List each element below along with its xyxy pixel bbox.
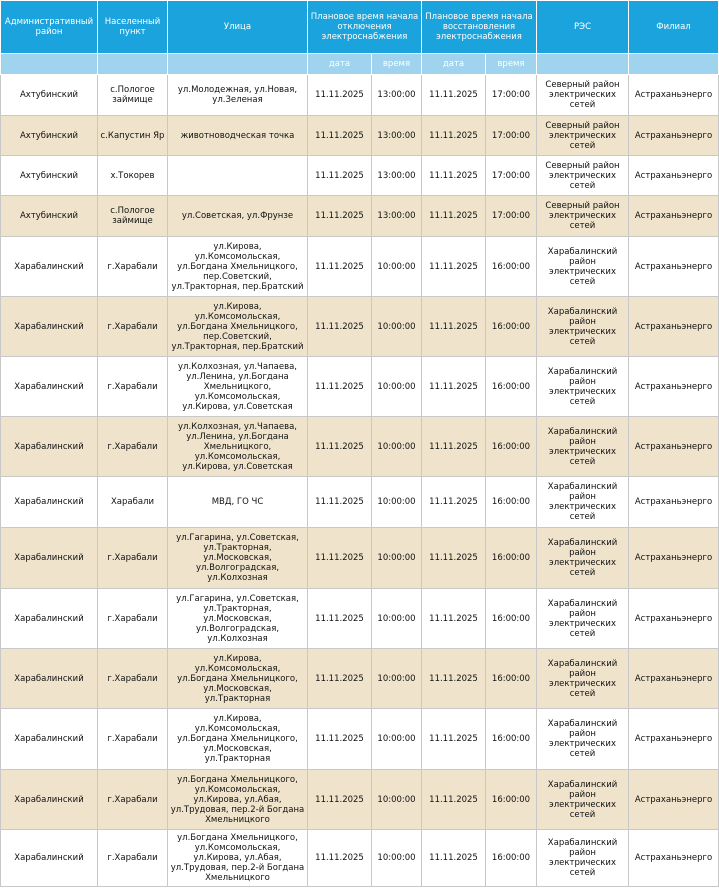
col-district: Административный район [1, 1, 98, 54]
table-row [1, 649, 719, 709]
cell-district: Харабалинский [1, 357, 98, 417]
cell-on-date: 11.11.2025 [422, 528, 486, 589]
cell-district: Харабалинский [1, 830, 98, 887]
table-row [1, 477, 719, 528]
cell-branch: Астраханьэнерго [629, 528, 719, 589]
cell-district: Харабалинский [1, 237, 98, 297]
cell-on-time: 16:00:00 [486, 237, 537, 297]
cell-res: Харабалинский район электрических сетей [537, 417, 629, 477]
col-res: РЭС [537, 1, 629, 54]
table-row [1, 589, 719, 649]
cell-street: ул.Богдана Хмельницкого, ул.Комсомольская, ул.Кирова, ул.Абая, ул.Трудовая, пер.2-й Богдана Хмельницкого [168, 770, 308, 830]
cell-on-time: 16:00:00 [486, 709, 537, 770]
cell-branch: Астраханьэнерго [629, 417, 719, 477]
cell-on-time: 17:00:00 [486, 156, 537, 196]
cell-settlement: г.Харабали [98, 770, 168, 830]
cell-branch: Астраханьэнерго [629, 649, 719, 709]
cell-res: Харабалинский район электрических сетей [537, 297, 629, 357]
cell-on-date: 11.11.2025 [422, 477, 486, 528]
subheader-row [1, 54, 719, 75]
cell-settlement: с.Пологое займище [98, 196, 168, 237]
cell-on-date: 11.11.2025 [422, 297, 486, 357]
cell-district: Ахтубинский [1, 196, 98, 237]
sub-on-date: дата [422, 54, 486, 75]
sub-on-time: время [486, 54, 537, 75]
table-row [1, 75, 719, 116]
table-row [1, 237, 719, 297]
cell-branch: Астраханьэнерго [629, 237, 719, 297]
cell-off-time: 10:00:00 [372, 477, 422, 528]
cell-on-date: 11.11.2025 [422, 417, 486, 477]
cell-off-time: 10:00:00 [372, 357, 422, 417]
table-row [1, 709, 719, 770]
cell-settlement: с.Пологое займище [98, 75, 168, 116]
cell-off-date: 11.11.2025 [308, 156, 372, 196]
col-settlement: Населенный пункт [98, 1, 168, 54]
cell-off-date: 11.11.2025 [308, 357, 372, 417]
cell-off-date: 11.11.2025 [308, 770, 372, 830]
cell-branch: Астраханьэнерго [629, 156, 719, 196]
table-row [1, 770, 719, 830]
cell-on-time: 16:00:00 [486, 417, 537, 477]
table-row [1, 417, 719, 477]
cell-on-date: 11.11.2025 [422, 709, 486, 770]
cell-on-date: 11.11.2025 [422, 830, 486, 887]
cell-district: Харабалинский [1, 417, 98, 477]
header-row [1, 1, 719, 54]
cell-res: Харабалинский район электрических сетей [537, 649, 629, 709]
cell-off-time: 13:00:00 [372, 156, 422, 196]
cell-street [168, 156, 308, 196]
cell-on-time: 17:00:00 [486, 116, 537, 156]
cell-street: ул.Гагарина, ул.Советская, ул.Тракторная, ул.Московская, ул.Волгоградская, ул.Колхозная [168, 589, 308, 649]
cell-district: Харабалинский [1, 297, 98, 357]
cell-res: Северный район электрических сетей [537, 116, 629, 156]
cell-res: Харабалинский район электрических сетей [537, 477, 629, 528]
cell-off-date: 11.11.2025 [308, 528, 372, 589]
cell-off-time: 13:00:00 [372, 196, 422, 237]
cell-res: Харабалинский район электрических сетей [537, 830, 629, 887]
cell-res: Харабалинский район электрических сетей [537, 237, 629, 297]
table-row [1, 196, 719, 237]
cell-district: Ахтубинский [1, 156, 98, 196]
cell-off-date: 11.11.2025 [308, 196, 372, 237]
cell-off-time: 10:00:00 [372, 830, 422, 887]
cell-off-time: 13:00:00 [372, 75, 422, 116]
cell-res: Харабалинский район электрических сетей [537, 709, 629, 770]
cell-street: ул.Кирова, ул.Комсомольская, ул.Богдана Хмельницкого, пер.Советский, ул.Тракторная, пер.Братский [168, 297, 308, 357]
cell-street: ул.Колхозная, ул.Чапаева, ул.Ленина, ул.Богдана Хмельницкого, ул.Комсомольская, ул.Кирова, ул.Советская [168, 357, 308, 417]
cell-res: Харабалинский район электрических сетей [537, 528, 629, 589]
cell-street: ул.Кирова, ул.Комсомольская, ул.Богдана Хмельницкого, пер.Советский, ул.Тракторная, пер.Братский [168, 237, 308, 297]
cell-settlement: г.Харабали [98, 528, 168, 589]
table-row [1, 830, 719, 887]
cell-on-time: 16:00:00 [486, 649, 537, 709]
cell-settlement: г.Харабали [98, 237, 168, 297]
cell-off-time: 10:00:00 [372, 237, 422, 297]
cell-branch: Астраханьэнерго [629, 770, 719, 830]
cell-off-time: 10:00:00 [372, 417, 422, 477]
cell-street: ул.Колхозная, ул.Чапаева, ул.Ленина, ул.Богдана Хмельницкого, ул.Комсомольская, ул.Кирова, ул.Советская [168, 417, 308, 477]
col-street: Улица [168, 1, 308, 54]
cell-on-time: 17:00:00 [486, 196, 537, 237]
cell-off-date: 11.11.2025 [308, 297, 372, 357]
cell-off-time: 13:00:00 [372, 116, 422, 156]
cell-district: Харабалинский [1, 649, 98, 709]
cell-branch: Астраханьэнерго [629, 477, 719, 528]
cell-res: Харабалинский район электрических сетей [537, 770, 629, 830]
cell-branch: Астраханьэнерго [629, 196, 719, 237]
cell-on-date: 11.11.2025 [422, 156, 486, 196]
cell-on-time: 16:00:00 [486, 477, 537, 528]
cell-district: Харабалинский [1, 589, 98, 649]
cell-street: ул.Кирова, ул.Комсомольская, ул.Богдана Хмельницкого, ул.Московская, ул.Тракторная [168, 649, 308, 709]
cell-branch: Астраханьэнерго [629, 357, 719, 417]
col-branch: Филиал [629, 1, 719, 54]
sub-off-date: дата [308, 54, 372, 75]
cell-street: ул.Богдана Хмельницкого, ул.Комсомольская, ул.Кирова, ул.Абая, ул.Трудовая, пер.2-й Богдана Хмельницкого [168, 830, 308, 887]
cell-branch: Астраханьэнерго [629, 297, 719, 357]
cell-on-time: 16:00:00 [486, 589, 537, 649]
cell-on-time: 16:00:00 [486, 830, 537, 887]
table-row [1, 156, 719, 196]
cell-district: Харабалинский [1, 477, 98, 528]
cell-off-time: 10:00:00 [372, 649, 422, 709]
cell-district: Харабалинский [1, 770, 98, 830]
cell-settlement: г.Харабали [98, 589, 168, 649]
cell-settlement: с.Капустин Яр [98, 116, 168, 156]
cell-branch: Астраханьэнерго [629, 709, 719, 770]
cell-off-time: 10:00:00 [372, 528, 422, 589]
cell-branch: Астраханьэнерго [629, 589, 719, 649]
sub-off-time: время [372, 54, 422, 75]
cell-on-date: 11.11.2025 [422, 357, 486, 417]
cell-off-time: 10:00:00 [372, 589, 422, 649]
cell-district: Ахтубинский [1, 116, 98, 156]
cell-on-date: 11.11.2025 [422, 770, 486, 830]
cell-branch: Астраханьэнерго [629, 830, 719, 887]
cell-res: Харабалинский район электрических сетей [537, 357, 629, 417]
cell-res: Харабалинский район электрических сетей [537, 589, 629, 649]
cell-street: ул.Кирова, ул.Комсомольская, ул.Богдана Хмельницкого, ул.Московская, ул.Тракторная [168, 709, 308, 770]
cell-off-date: 11.11.2025 [308, 417, 372, 477]
cell-street: МВД, ГО ЧС [168, 477, 308, 528]
cell-on-date: 11.11.2025 [422, 589, 486, 649]
cell-res: Северный район электрических сетей [537, 196, 629, 237]
cell-on-date: 11.11.2025 [422, 237, 486, 297]
cell-off-date: 11.11.2025 [308, 477, 372, 528]
cell-branch: Астраханьэнерго [629, 75, 719, 116]
table-row [1, 297, 719, 357]
cell-on-time: 16:00:00 [486, 297, 537, 357]
cell-street: ул.Советская, ул.Фрунзе [168, 196, 308, 237]
cell-district: Харабалинский [1, 528, 98, 589]
cell-settlement: г.Харабали [98, 649, 168, 709]
cell-on-time: 16:00:00 [486, 357, 537, 417]
cell-settlement: х.Токорев [98, 156, 168, 196]
cell-off-time: 10:00:00 [372, 770, 422, 830]
cell-street: животноводческая точка [168, 116, 308, 156]
cell-on-date: 11.11.2025 [422, 116, 486, 156]
cell-on-date: 11.11.2025 [422, 196, 486, 237]
table-row [1, 528, 719, 589]
cell-on-date: 11.11.2025 [422, 75, 486, 116]
cell-off-time: 10:00:00 [372, 709, 422, 770]
cell-off-date: 11.11.2025 [308, 237, 372, 297]
table-row [1, 357, 719, 417]
cell-off-date: 11.11.2025 [308, 589, 372, 649]
cell-off-date: 11.11.2025 [308, 709, 372, 770]
cell-off-date: 11.11.2025 [308, 75, 372, 116]
cell-street: ул.Молодежная, ул.Новая, ул.Зеленая [168, 75, 308, 116]
cell-off-date: 11.11.2025 [308, 116, 372, 156]
cell-settlement: г.Харабали [98, 709, 168, 770]
cell-off-time: 10:00:00 [372, 297, 422, 357]
cell-branch: Астраханьэнерго [629, 116, 719, 156]
cell-off-date: 11.11.2025 [308, 649, 372, 709]
cell-settlement: г.Харабали [98, 830, 168, 887]
cell-on-time: 16:00:00 [486, 770, 537, 830]
cell-on-date: 11.11.2025 [422, 649, 486, 709]
cell-settlement: Харабали [98, 477, 168, 528]
cell-res: Северный район электрических сетей [537, 75, 629, 116]
cell-street: ул.Гагарина, ул.Советская, ул.Тракторная, ул.Московская, ул.Волгоградская, ул.Колхозная [168, 528, 308, 589]
cell-district: Ахтубинский [1, 75, 98, 116]
cell-off-date: 11.11.2025 [308, 830, 372, 887]
cell-settlement: г.Харабали [98, 297, 168, 357]
cell-res: Северный район электрических сетей [537, 156, 629, 196]
cell-district: Харабалинский [1, 709, 98, 770]
cell-on-time: 16:00:00 [486, 528, 537, 589]
col-off-time: Плановое время начала отключения электроснабжения [308, 1, 422, 54]
table-row [1, 116, 719, 156]
cell-on-time: 17:00:00 [486, 75, 537, 116]
cell-settlement: г.Харабали [98, 417, 168, 477]
cell-settlement: г.Харабали [98, 357, 168, 417]
col-restore-time: Плановое время начала восстановления электроснабжения [422, 1, 537, 54]
